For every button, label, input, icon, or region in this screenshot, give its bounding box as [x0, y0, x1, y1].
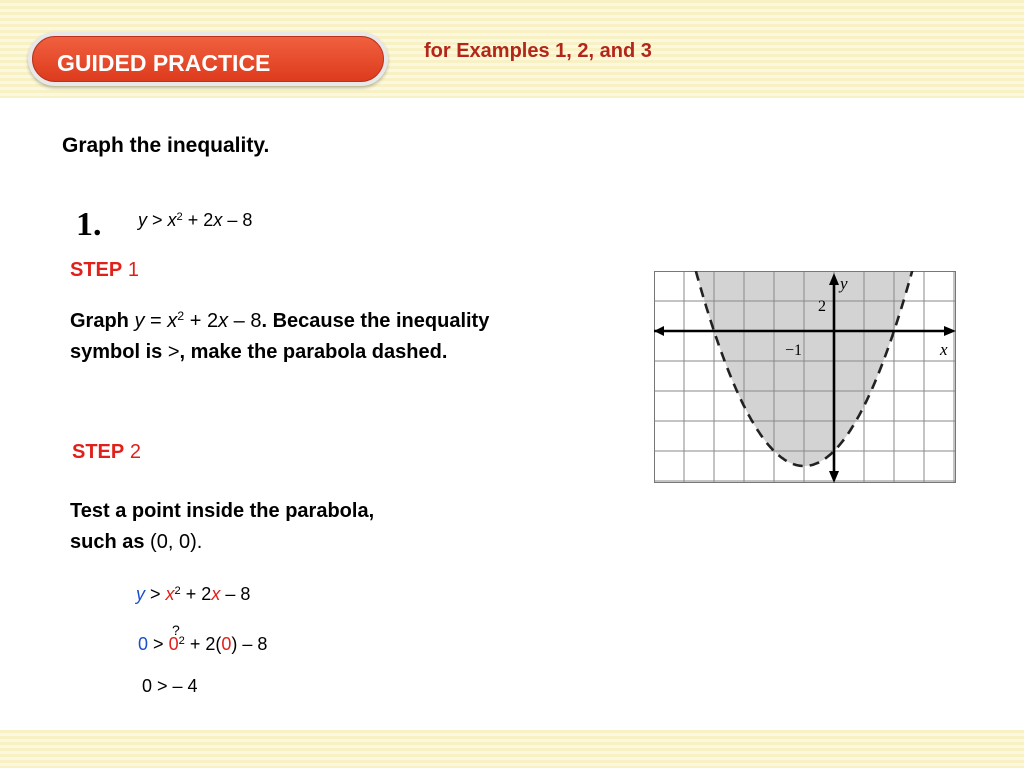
step2-label: STEP 2 — [72, 441, 141, 463]
badge-label: GUIDED PRACTICE — [57, 50, 271, 76]
problem-equation: $y > x^2 + 2x - 8$ — [138, 210, 253, 230]
header-subtitle: for Examples 1, 2, and 3 — [424, 40, 652, 62]
step1-label: STEP 1 — [70, 259, 139, 281]
work-line2: $0 > 0^2 + 2(0) - 8$ — [138, 634, 268, 654]
footer-band — [0, 730, 1024, 768]
question-mark: ? — [172, 622, 180, 638]
step1-line1: Graph $y = x^2 + 2x - 8$. Because the inequality — [70, 309, 490, 332]
instruction-text: Graph the inequality. — [62, 134, 270, 157]
work-line3: 0 > – 4 — [142, 676, 198, 696]
parabola-graph — [654, 271, 956, 483]
y-tick-label: 2 — [818, 298, 826, 315]
x-tick-label: −1 — [785, 342, 803, 359]
y-axis-label: y — [840, 274, 848, 293]
x-axis-arrow-left — [654, 326, 664, 336]
problem-number: 1. — [76, 206, 102, 243]
step2-line2: such as (0, 0). — [70, 531, 203, 553]
guided-practice-badge — [28, 32, 388, 86]
step2-line1: Test a point inside the parabola, — [70, 500, 375, 522]
x-axis-label: x — [940, 340, 948, 359]
step1-line2: symbol is >, make the parabola dashed. — [70, 341, 448, 363]
work-line1: $y > x^2 + 2x - 8$ — [136, 584, 251, 604]
